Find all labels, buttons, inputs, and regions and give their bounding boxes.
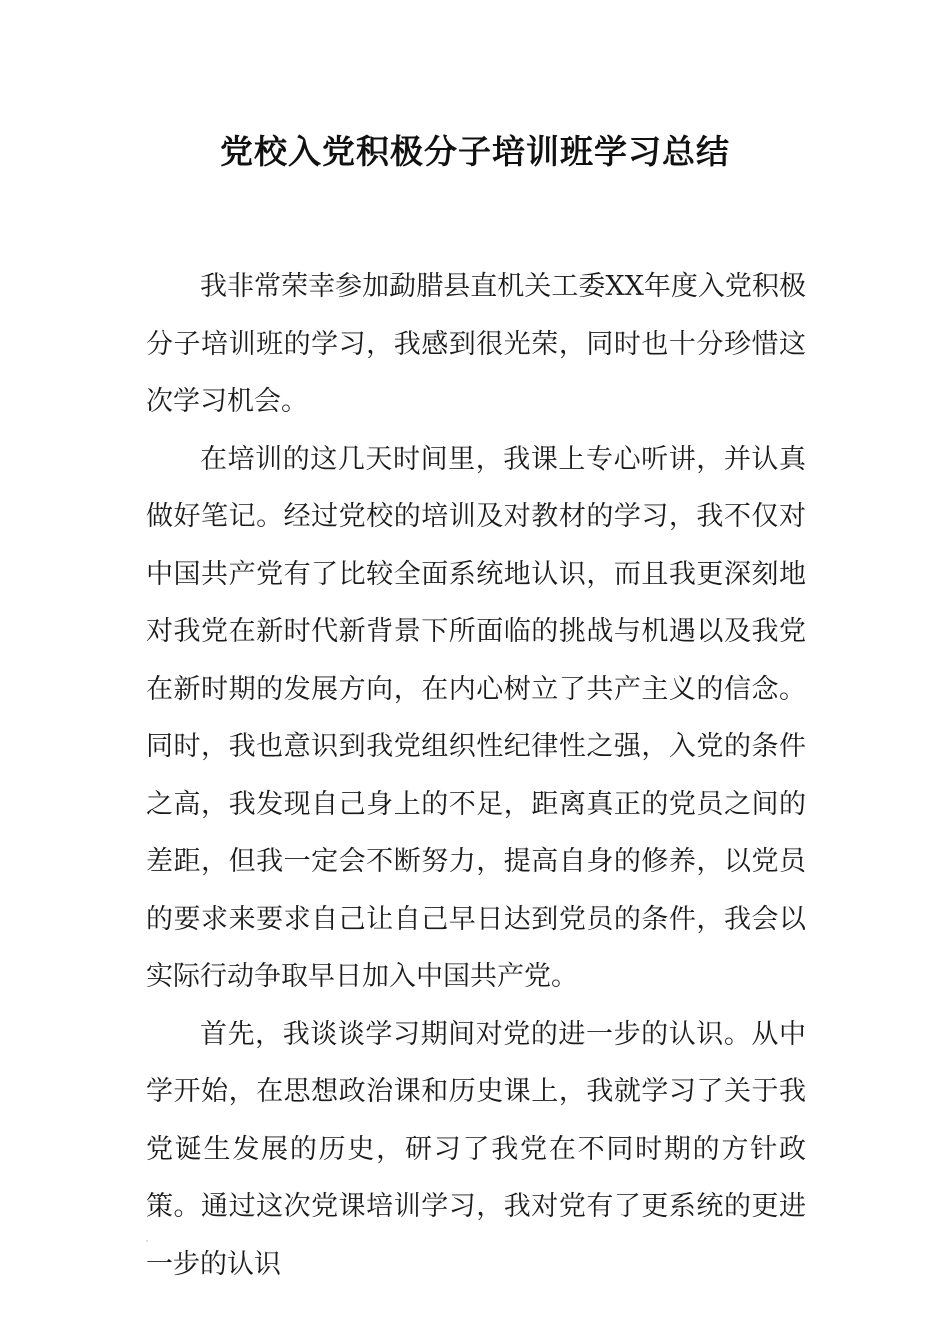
document-title: 党校入党积极分子培训班学习总结 [220, 132, 730, 171]
paragraph-1: 我非常荣幸参加勐腊县直机关工委XX年度入党积极分子培训班的学习，我感到很光荣，同时也十分珍惜这次学习机会。 [146, 271, 806, 417]
page-speck [146, 1240, 148, 1242]
paragraph-3: 首先，我谈谈学习期间对党的进一步的认识。从中学开始，在思想政治课和历史课上，我就学习了关于我党诞生发展的历史，研习了我党在不同时期的方针政策。通过这次党课培训学习，我对党有了更系统的更进一步的认识 [146, 1018, 806, 1280]
paragraph-2: 在培训的这几天时间里，我课上专心听讲，并认真做好笔记。经过党校的培训及对教材的学习，我不仅对中国共产党有了比较全面系统地认识，而且我更深刻地对我党在新时代新背景下所面临的挑战与机遇以及我党在新时期的发展方向，在内心树立了共产主义的信念。同时，我也意识到我党组织性纪律性之强，入党的条件之高，我发现自己身上的不足，距离真正的党员之间的差距，但我一定会不断努力，提高自身的修养，以党员的要求来要求自己让自己早日达到党员的条件，我会以实际行动争取早日加入中国共产党。 [146, 443, 806, 992]
document-body [146, 258, 806, 1293]
